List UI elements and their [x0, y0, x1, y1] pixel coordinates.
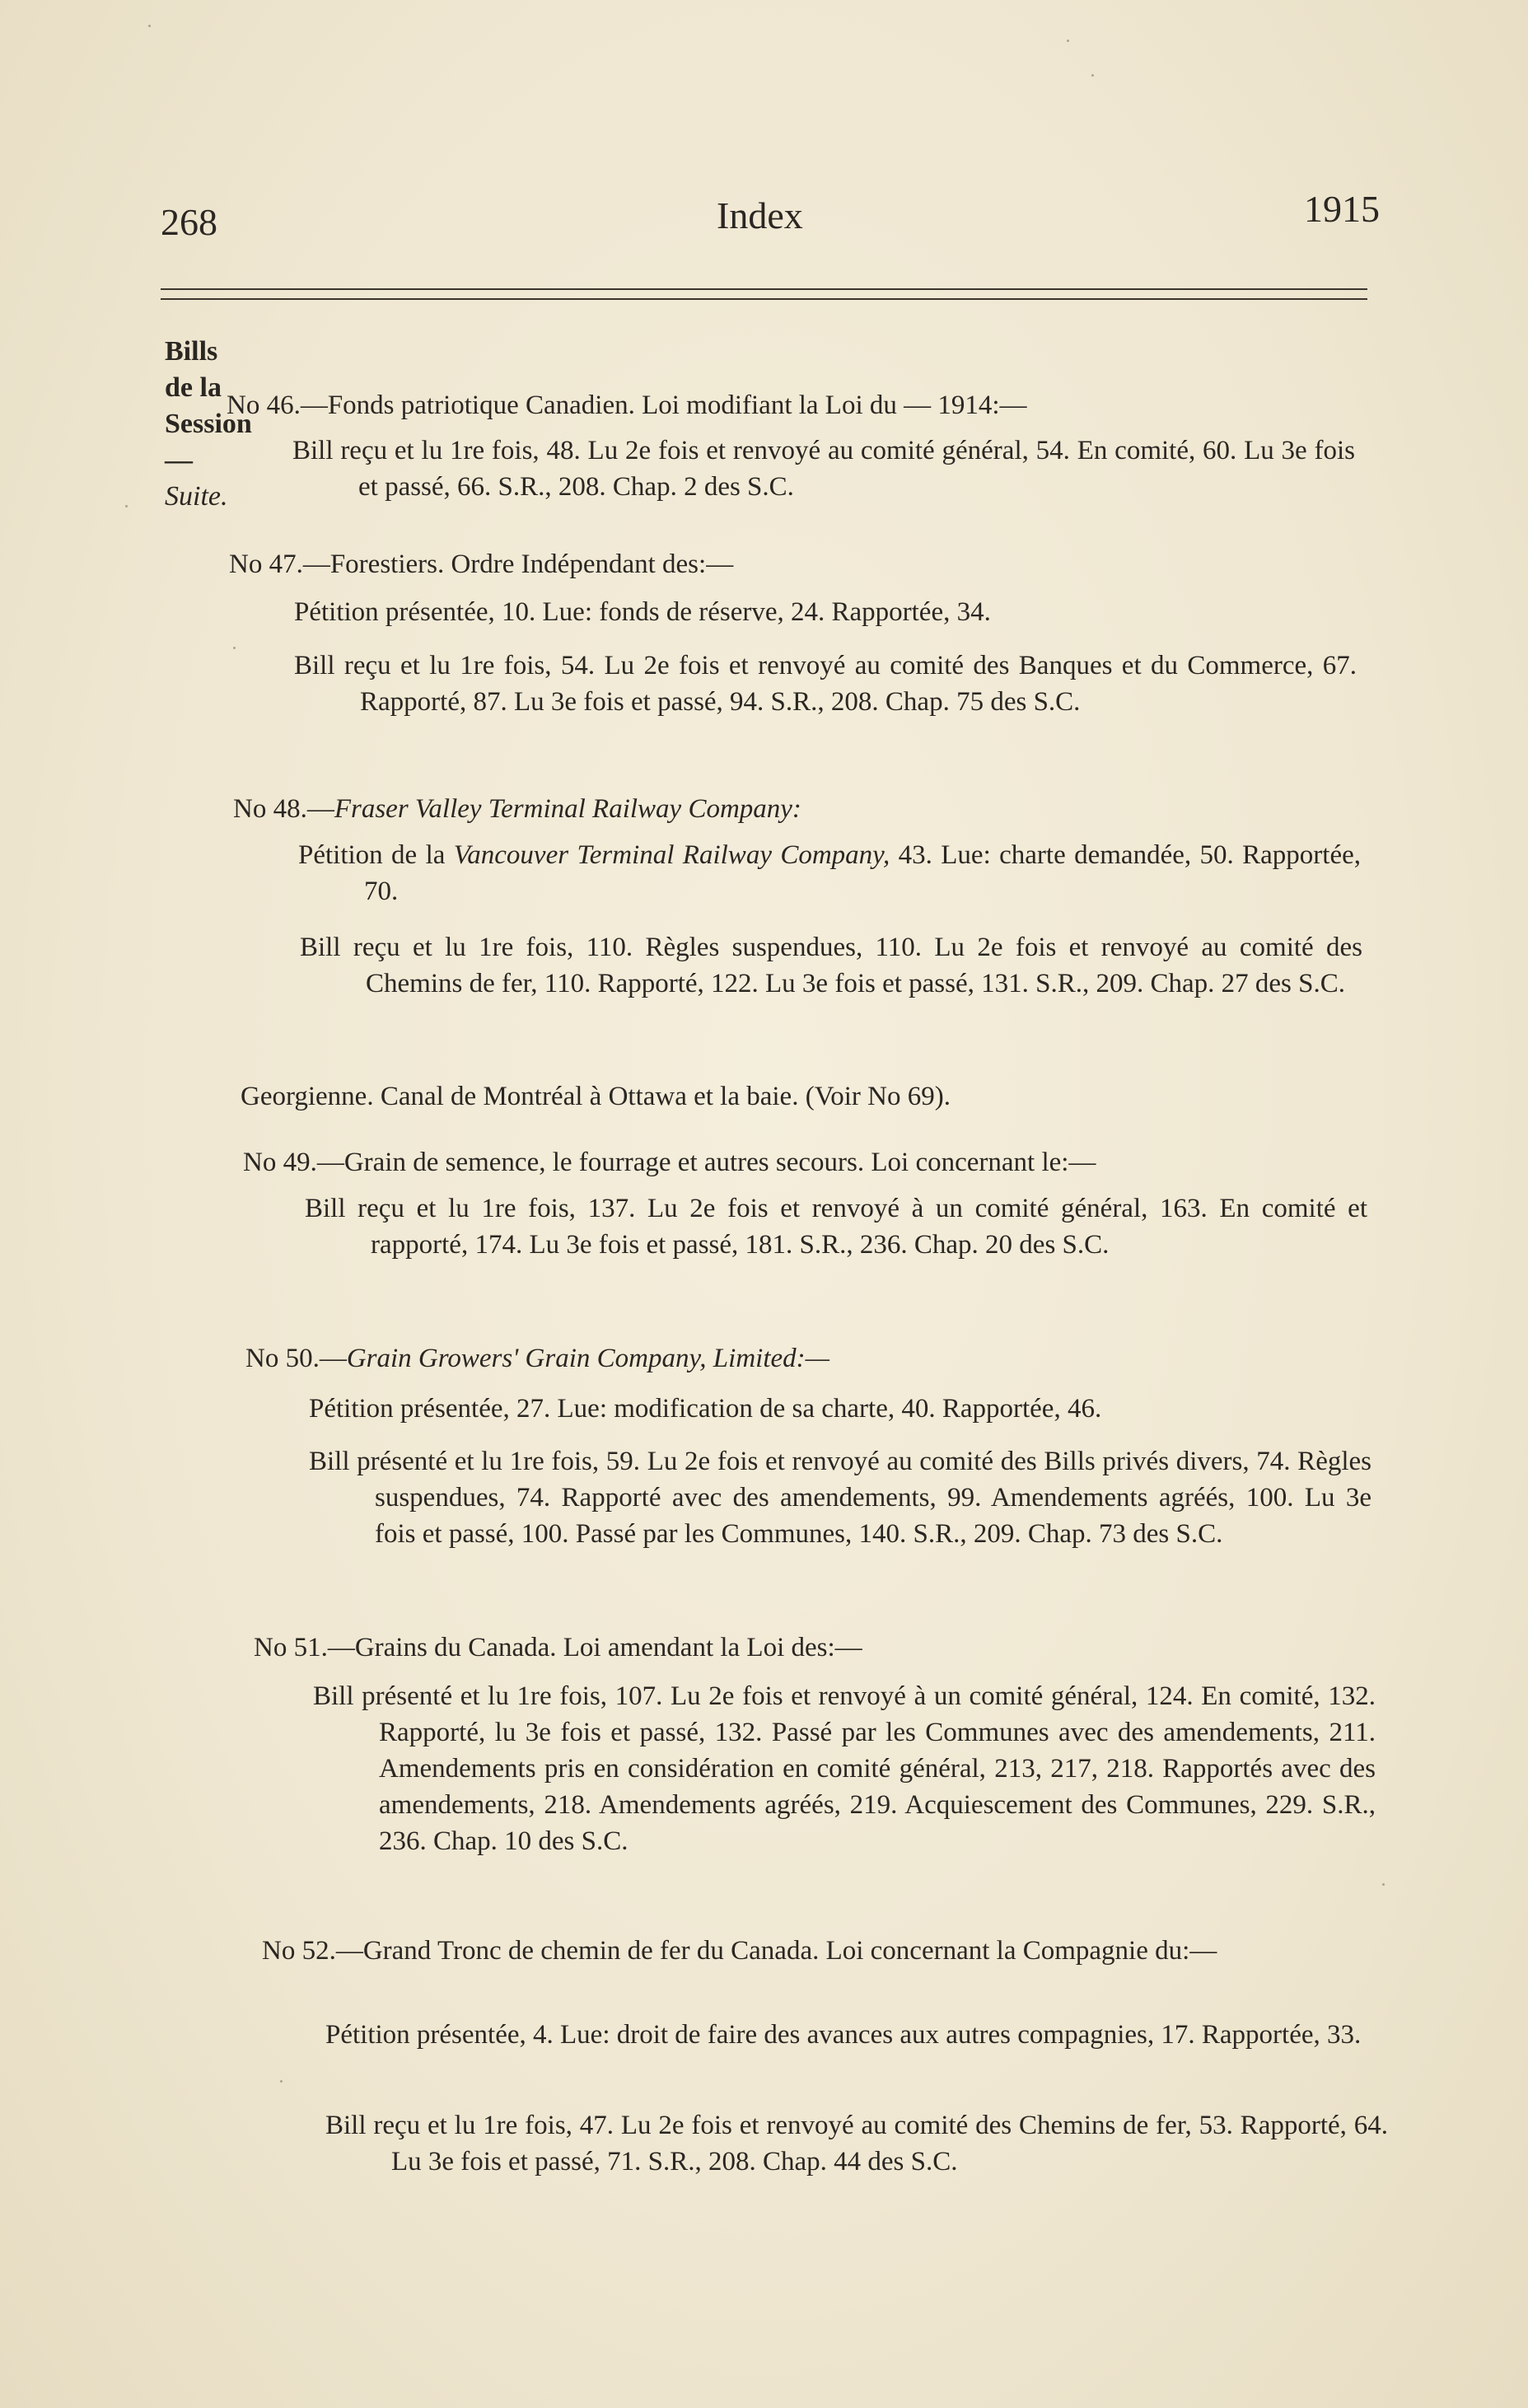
- entry-52-para-1: Pétition présentée, 4. Lue: droit de faire des avances aux autres compagnies, 17. Rapportée, 33.: [325, 2020, 1362, 2050]
- entry-47-para-1: Pétition présentée, 10. Lue: fonds de réserve, 24. Rapportée, 34.: [294, 597, 991, 627]
- entry-48-para-1-company: Vancouver Terminal Railway Company,: [453, 840, 890, 870]
- entry-48-para-2: Bill reçu et lu 1re fois, 110. Règles suspendues, 110. Lu 2e fois et renvoyé au comité des Chemins de fer, 110. Rapporté, 122. Lu 3e fois et passé, 131. S.R., 209. Chap. 27 des S.C.: [300, 933, 1362, 998]
- entry-head-50: [245, 1340, 1415, 1377]
- entry-48-para-1-after: 43. Lue: charte demandée, 50. Rapportée, 70.: [364, 840, 1361, 906]
- paper-speck: [1382, 1883, 1385, 1886]
- page-number: 268: [161, 201, 217, 243]
- entry-head-georgienne: Georgienne. Canal de Montréal à Ottawa et la baie. (Voir No 69).: [241, 1082, 951, 1111]
- entry-52-para-2: Bill reçu et lu 1re fois, 47. Lu 2e fois et renvoyé au comité des Chemins de fer, 53. Rapporté, 64. Lu 3e fois et passé, 71. S.R., 208. Chap. 44 des S.C.: [325, 2111, 1388, 2177]
- entry-head-46: No 46.—Fonds patriotique Canadien. Loi modifiant la Loi du — 1914:—: [227, 390, 1027, 420]
- entry-48-company: Fraser Valley Terminal Railway Company:: [334, 794, 801, 824]
- entry-46-para-1: Bill reçu et lu 1re fois, 48. Lu 2e fois et renvoyé au comité général, 54. En comité, 60. Lu 3e fois et passé, 66. S.R., 208. Chap. 2 des S.C.: [292, 436, 1355, 502]
- header-rule-bottom: [161, 298, 1367, 300]
- entry-50-prefix: No 50.—: [245, 1344, 347, 1373]
- section-suite: Suite.: [165, 481, 228, 512]
- page-header: [161, 188, 1380, 251]
- entry-49-para-1: Bill reçu et lu 1re fois, 137. Lu 2e fois et renvoyé à un comité général, 163. En comité et rapporté, 174. Lu 3e fois et passé, 181. S.R., 236. Chap. 20 des S.C.: [305, 1194, 1367, 1260]
- entry-head-51: No 51.—Grains du Canada. Loi amendant la Loi des:—: [254, 1633, 862, 1662]
- entry-head-49: No 49.—Grain de semence, le fourrage et autres secours. Loi concernant le:—: [243, 1148, 1096, 1177]
- entry-48-prefix: No 48.—: [233, 794, 334, 824]
- entry-48-para-1-before: Pétition de la: [298, 840, 454, 870]
- entry-47-para-2: Bill reçu et lu 1re fois, 54. Lu 2e fois et renvoyé au comité des Banques et du Commerce, 67. Rapporté, 87. Lu 3e fois et passé, 94. S.R., 208. Chap. 75 des S.C.: [294, 651, 1357, 717]
- paper-speck: [1067, 40, 1069, 42]
- paper-speck: [1091, 74, 1094, 77]
- entry-50-company: Grain Growers' Grain Company, Limited:—: [346, 1344, 829, 1373]
- section-heading: [165, 334, 252, 515]
- entry-48-para-1: [298, 837, 1361, 909]
- paper-speck: [233, 647, 236, 649]
- paper-speck: [125, 505, 128, 507]
- entry-head-48: [233, 791, 1403, 827]
- header-rule-top: [161, 288, 1367, 290]
- entry-51-para-1: Bill présenté et lu 1re fois, 107. Lu 2e fois et renvoyé à un comité général, 124. En comité, 132. Rapporté, lu 3e fois et passé, 132. Passé par les Communes avec des amendements, 211. Amendements pris en considération en comité général, 213, 217, 218. Rapportés avec des amendements, 218. Amendements agréés, 219. Acquiescement des Communes, 229. S.R., 236. Chap. 10 des S.C.: [313, 1681, 1376, 1856]
- entry-head-52: No 52.—Grand Tronc de chemin de fer du Canada. Loi concernant la Compagnie du:—: [262, 1936, 1217, 1966]
- paper-speck: [148, 25, 151, 27]
- section-title: Bills de la Session—: [165, 336, 252, 475]
- entry-50-para-1: Pétition présentée, 27. Lue: modification de sa charte, 40. Rapportée, 46.: [309, 1394, 1102, 1424]
- entry-50-para-2: Bill présenté et lu 1re fois, 59. Lu 2e fois et renvoyé au comité des Bills privés divers, 74. Règles suspendues, 74. Rapporté avec des amendements, 99. Amendements agréés, 100. Lu 3e fois et passé, 100. Passé par les Communes, 140. S.R., 209. Chap. 73 des S.C.: [309, 1447, 1371, 1549]
- paper-speck: [280, 2080, 283, 2083]
- running-title: Index: [717, 194, 803, 236]
- entry-head-47: No 47.—Forestiers. Ordre Indépendant des:—: [229, 549, 734, 579]
- header-year: 1915: [1304, 188, 1380, 230]
